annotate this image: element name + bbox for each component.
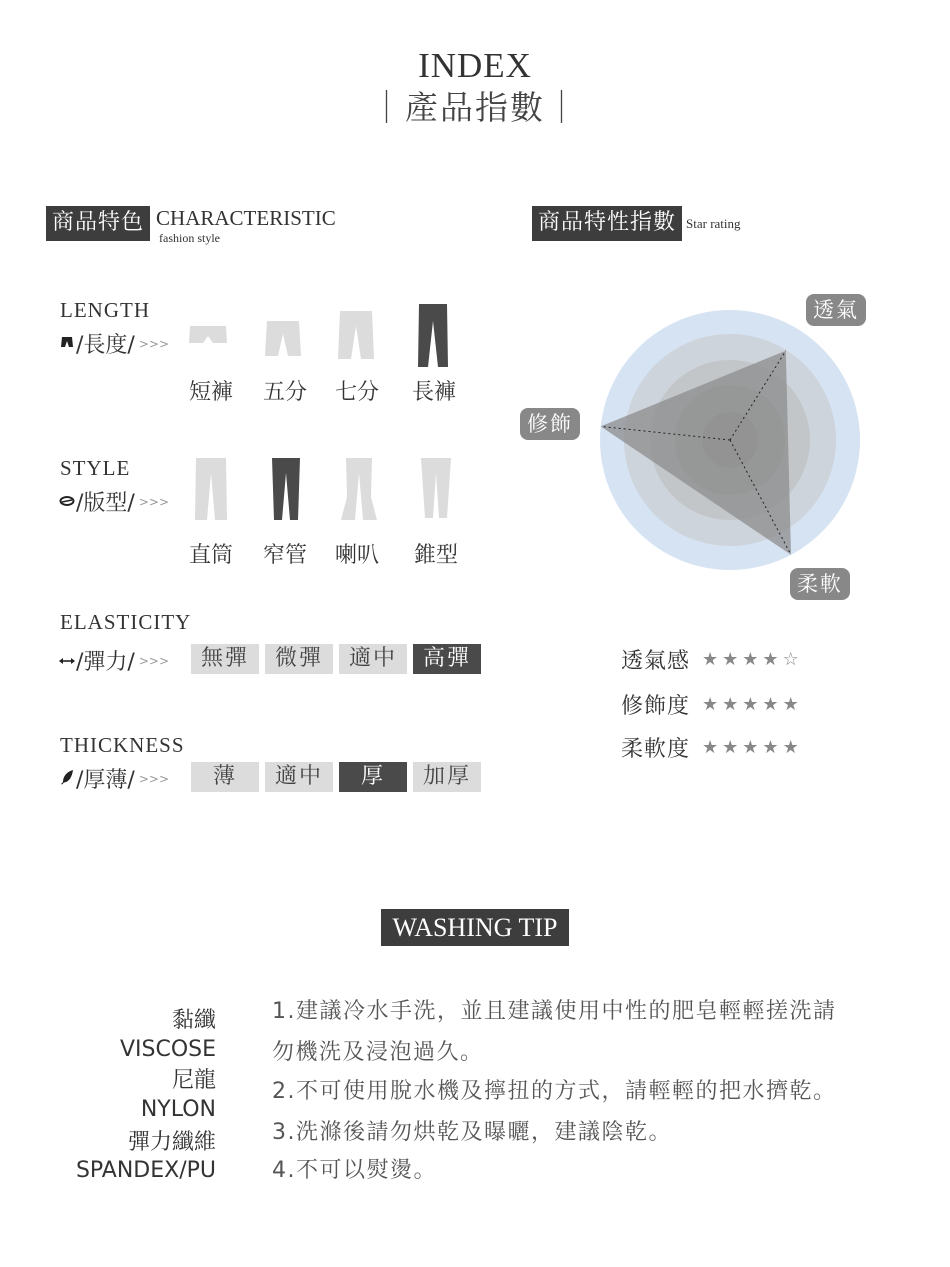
elasticity-label-en: ELASTICITY: [60, 610, 192, 634]
star-icons: ★★★★★: [702, 694, 803, 715]
rating-label: 柔軟度: [621, 737, 691, 762]
washing-tip-1-cont: 勿機洗及浸泡過久。: [272, 1040, 484, 1065]
shorts-icon: [58, 335, 76, 353]
material-spandex-zh: 彈力纖維: [127, 1130, 216, 1155]
page-subtitle: ｜產品指數｜: [370, 88, 580, 127]
long-pants-icon: [416, 303, 450, 369]
style-label-en: STYLE: [60, 456, 131, 480]
tapered-pants-icon: [420, 457, 452, 519]
washing-tip-4: 4.不可以熨燙。: [272, 1158, 437, 1183]
thickness-label-zh: /厚薄/: [76, 768, 135, 793]
cropped-pants-icon: [337, 310, 375, 360]
material-nylon-zh: 尼龍: [171, 1068, 216, 1093]
style-option-straight: 直筒: [188, 543, 233, 568]
thickness-arrows: >>>: [138, 771, 169, 786]
style-option-skinny: 窄管: [262, 543, 307, 568]
thickness-option-thin: 薄: [191, 762, 259, 792]
elasticity-option-slight: 微彈: [265, 644, 333, 674]
length-option-cropped: 七分: [334, 380, 379, 405]
elasticity-option-high: 高彈: [413, 644, 481, 674]
characteristic-header: [46, 206, 336, 246]
washing-tip-2: 2.不可使用脫水機及擰扭的方式，請輕輕的把水擠乾。: [272, 1079, 837, 1104]
waistband-icon: [58, 493, 76, 511]
star-icons: ★★★★★: [702, 737, 803, 758]
style-arrows: >>>: [138, 494, 169, 509]
washing-tip-3: 3.洗滌後請勿烘乾及曝曬，建議陰乾。: [272, 1120, 672, 1145]
rating-label: 修飾度: [621, 694, 691, 719]
radar-label-flattering: 修飾: [520, 408, 580, 440]
style-label-zh: /版型/: [76, 491, 135, 516]
rating-row-flattering: [621, 689, 803, 720]
page-title: INDEX: [418, 46, 532, 85]
length-label-row: [58, 328, 169, 359]
elasticity-arrows: >>>: [138, 653, 169, 668]
thickness-option-extra-thick: 加厚: [413, 762, 481, 792]
length-option-half: 五分: [262, 380, 307, 405]
washing-tip-1: 1.建議冷水手洗，並且建議使用中性的肥皂輕輕搓洗請: [272, 999, 837, 1024]
characteristic-badge: 商品特色: [46, 206, 150, 241]
half-length-pants-icon: [264, 320, 302, 358]
elasticity-label-zh: /彈力/: [76, 650, 135, 675]
washing-header: [0, 913, 950, 943]
material-spandex-en: SPANDEX/PU: [75, 1158, 216, 1183]
stretch-arrows-icon: [58, 652, 76, 670]
elasticity-option-medium: 適中: [339, 644, 407, 674]
length-option-long: 長褲: [411, 380, 456, 405]
style-option-tapered: 錐型: [413, 543, 458, 568]
rating-label: 透氣感: [621, 649, 691, 674]
radar-chart: [590, 300, 870, 580]
elasticity-label-row: [58, 645, 169, 676]
radar-label-softness: 柔軟: [790, 568, 850, 600]
length-option-shorts: 短褲: [188, 380, 233, 405]
thickness-label-en: THICKNESS: [60, 733, 185, 757]
star-rating-badge: 商品特性指數: [532, 206, 682, 241]
skinny-pants-icon: [270, 457, 302, 521]
material-viscose-zh: 黏纖: [171, 1008, 216, 1033]
length-label-en: LENGTH: [60, 298, 150, 322]
length-label-zh: /長度/: [76, 333, 135, 358]
star-rating-subtitle-en: Star rating: [686, 215, 741, 231]
thickness-option-medium: 適中: [265, 762, 333, 792]
elasticity-option-none: 無彈: [191, 644, 259, 674]
style-option-flare: 喇叭: [334, 543, 379, 568]
star-rating-header: [532, 206, 741, 241]
material-viscose-en: VISCOSE: [119, 1037, 216, 1062]
radar-label-breathable: 透氣: [806, 294, 866, 326]
thickness-label-row: [58, 763, 169, 794]
material-nylon-en: NYLON: [140, 1097, 216, 1122]
straight-pants-icon: [194, 457, 228, 521]
star-icons: ★★★★☆: [702, 649, 803, 670]
rating-row-softness: [621, 732, 803, 763]
characteristic-title-en: CHARACTERISTIC: [156, 206, 336, 230]
flare-pants-icon: [340, 457, 378, 521]
shorts-pants-icon: [188, 325, 228, 349]
length-arrows: >>>: [138, 336, 169, 351]
characteristic-subtitle-en: fashion style: [159, 231, 221, 245]
thickness-option-thick: 厚: [339, 762, 407, 792]
rating-row-breathable: [621, 644, 803, 675]
washing-badge: WASHING TIP: [381, 909, 570, 946]
feather-icon: [58, 769, 76, 789]
style-label-row: [58, 486, 169, 517]
